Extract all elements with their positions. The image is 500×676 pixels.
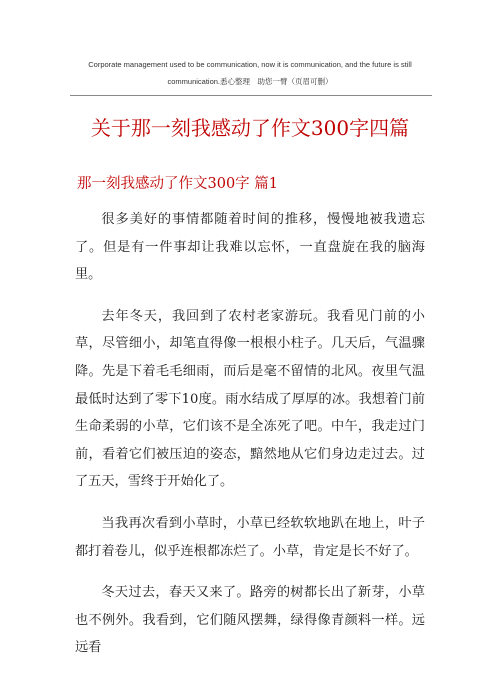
page-header: [60, 56, 440, 90]
paragraph: 当我再次看到小草时，小草已经软软地趴在地上，叶子都打着卷儿，似乎连根都冻烂了。小草，肯定是长不好了。: [75, 515, 425, 559]
header-line-2: communication.悉心整理 助您一臂（页眉可删）: [167, 77, 333, 86]
header-divider: [70, 95, 432, 96]
paragraph: 去年冬天，我回到了农村老家游玩。我看见门前的小草，尽管细小，却笔直得像一根根小柱子。几天后，气温骤降。先是下着毛毛细雨，而后是毫不留情的北风。夜里气温最低时达到了零下10度。雨水结成了厚厚的冰。我想着门前生命柔弱的小草，它们该不是全冻死了吧。中午，我走过门前，看着它们被压迫的姿态，黯然地从它们身边走过去。过了五天，雪终于开始化了。: [75, 308, 425, 490]
section-heading: 那一刻我感动了作文300字 篇1: [77, 176, 279, 192]
document-title: 关于那一刻我感动了作文300字四篇: [90, 116, 410, 140]
article-body: [75, 206, 425, 676]
paragraph: 冬天过去，春天又来了。路旁的树都长出了新芽，小草也不例外。我看到，它们随风摆舞，绿得像青颜料一样。远远看: [75, 585, 425, 656]
header-line-1: Corporate management used to be communication, now it is communication, and the future is still: [88, 60, 412, 69]
paragraph: 很多美好的事情都随着时间的推移，慢慢地被我遗忘了。但是有一件事却让我难以忘怀，一直盘旋在我的脑海里。: [75, 212, 425, 283]
